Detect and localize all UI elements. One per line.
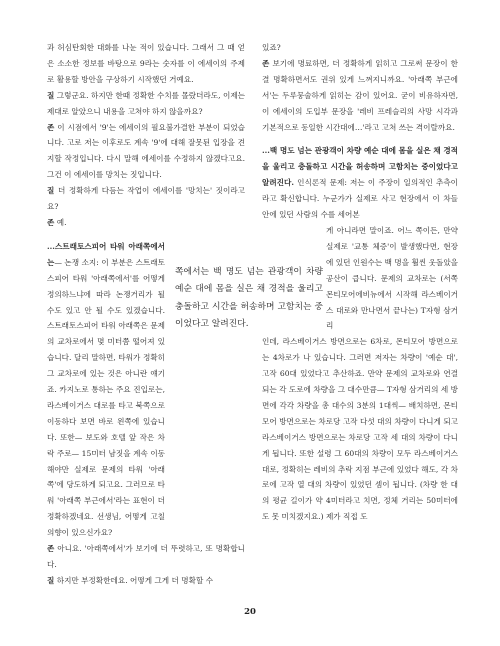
- page-number: 20: [244, 607, 256, 617]
- qa-text: 그렇군요. 하지만 한때 정확한 수치를 몰랐더라도, 이제는 제대로 알았으니 내용을 고쳐야 하지 않을까요?: [47, 90, 245, 116]
- quoted-sentence: ...스트래토스피어 타워 아래쪽에서는: [47, 241, 165, 267]
- speaker-label: 질: [47, 575, 55, 585]
- qa-answer: [47, 120, 245, 184]
- speaker-label: 질: [47, 90, 55, 100]
- qa-question: [47, 183, 245, 215]
- qa-text: 보기에 명료하면, 더 정확하게 읽히고 그로써 문장이 한결 명확하면서도 권위 있게 느껴지니까요. '아래쪽 부근에서'는 두루뭉술하게 읽히는 감이 있어요. 굳이 비유하자면, 이 에세이의 도입부 문장을 '레비 프레슬리의 사망 시각과 기본적으로 동일한 시간대에…'라고 고쳐 쓰는 격이랄까요.: [262, 58, 458, 132]
- quoted-passage: [47, 239, 165, 541]
- paragraph: 있죠?: [262, 43, 281, 52]
- commentary: 인식론적 문제: 저는 이 주장이 일의적인 추측이라고 확신합니다. 누군가가 실제로 사고 현장에서 이 차들 안에 있던 사람의 수를 세어본: [262, 178, 458, 220]
- paragraph: 인데, 라스베이거스 방면으로는 6차로, 몬티모어 방면으로는 4차로가 나 있습니다. 그러면 저자는 차량이 '예순 대', 고작 60대 있었다고 추산하죠. 만약 문제의 교차로와 연결되는 각 도로에 차량을 그 대수만큼— T자형 삼거리의 세 방면에 각각 차량을 총 대수의 3분의 1대씩— 배치하면, 몬티모어 방면으로는 차로당 고작 다섯 대의 차량이 다니게 되고 라스베이거스 방면으로는 차로당 고작 세 대의 차량이 다니게 됩니다. 또한 설령 그 60대의 차량이 모두 라스베이거스 대로, 정확히는 레비의 추락 지점 부근에 있었다 해도, 각 차로에 고작 열 대의 차량이 있었던 셈이 됩니다. (차량 한 대의 평균 길이가 약 4미터라고 치면, 정체 거리는 50미터에도 못 미치겠지요.) 제가 직접 도: [262, 337, 458, 522]
- quoted-passage: [262, 143, 458, 223]
- qa-question: [47, 88, 245, 120]
- qa-text: 예.: [56, 217, 67, 227]
- qa-answer: [47, 541, 245, 573]
- qa-text: 더 정확하게 다듬는 작업이 에세이를 '망치는' 짓이라고요?: [47, 186, 245, 212]
- qa-question: [47, 573, 245, 589]
- qa-text: 이 시점에서 '9'는 에세이의 필요불가결한 부분이 되었습니다. 고로 저는 이후로도 계속 '9'에 대해 잘못된 입장을 견지할 작정입니다. 다시 말해 에세이를 수정하지 않겠다고요. 그건 이 에세이를 망치는 짓입니다.: [47, 122, 245, 180]
- qa-text: 하지만 부정확한데요. 어떻게 그게 더 명확할 수: [56, 575, 214, 585]
- commentary: — 논쟁 소지: 이 부분은 스트래토스피어 타워 '아래쪽에서'를 어떻게 정의하느냐에 따라 논쟁거리가 될 수도 있고 안 될 수도 있겠습니다. 스트래토스피어 타워 아래쪽은 문제의 교차로에서 몇 미터쯤 떨어져 있습니다. 달리 말하면, 타워가 정확히 그 교차로에 있는 것은 아니란 얘기죠. 카지노로 통하는 주요 진입로는, 라스베이거스 대로를 타고 북쪽으로 이동하다 보면 바로 왼쪽에 있습니다. 또한— 보도와 호텔 앞 작은 차락 주로— 15미터 남짓을 계속 이동해야만 실제로 문제의 타워 '아래쪽'에 당도하게 되고요. 그러므로 타워 '아래쪽 부근에서'라는 표현이 더 정확하겠네요. 선생님, 어떻게 고칠 의향이 있으신가요?: [47, 257, 165, 538]
- speaker-label: 존: [47, 217, 55, 227]
- qa-answer: [262, 56, 458, 136]
- quoted-sentence: ...백 명도 넘는 관광객이 차량 예순 대에 몸을 실은 채 경적을 울리고 충돌하고 시간을 허송하며 고함치는 중이었다고 알려진다.: [262, 146, 458, 188]
- paragraph: 게 아니라면 말이죠. 어느 쪽이든, 만약 실제로 '교통 체증'이 발생했다면, 현장에 있던 인원수는 백 명을 훨씬 웃돌았을 공산이 큽니다. 문제의 교차로는 (서쪽 몬티모어에비뉴에서 시작해 라스베이거스 대로와 만나면서 끝나는) T자형 삼거리: [326, 225, 458, 331]
- paragraph: 과 허심탄회한 대화를 나눈 적이 있습니다. 그래서 그 때 얻은 소소한 정보를 바탕으로 9라는 숫자를 이 에세이의 주제로 활용할 방안을 구상하기 시작했던 거예요.: [47, 43, 245, 84]
- pull-quote: 쪽에서는 백 명도 넘는 관광객이 차량 예순 대에 몸을 실은 채 경적을 울리고 충돌하고 시간을 허송하며 고함치는 중이었다고 알려진다.: [175, 267, 323, 330]
- qa-text: 아니요. '아래쪽에서'가 보기에 더 뚜렷하고, 또 명확합니다.: [47, 544, 245, 569]
- speaker-label: 존: [262, 58, 270, 68]
- qa-answer: [47, 215, 245, 231]
- speaker-label: 존: [47, 122, 55, 132]
- speaker-label: 존: [47, 544, 55, 554]
- speaker-label: 질: [47, 186, 55, 196]
